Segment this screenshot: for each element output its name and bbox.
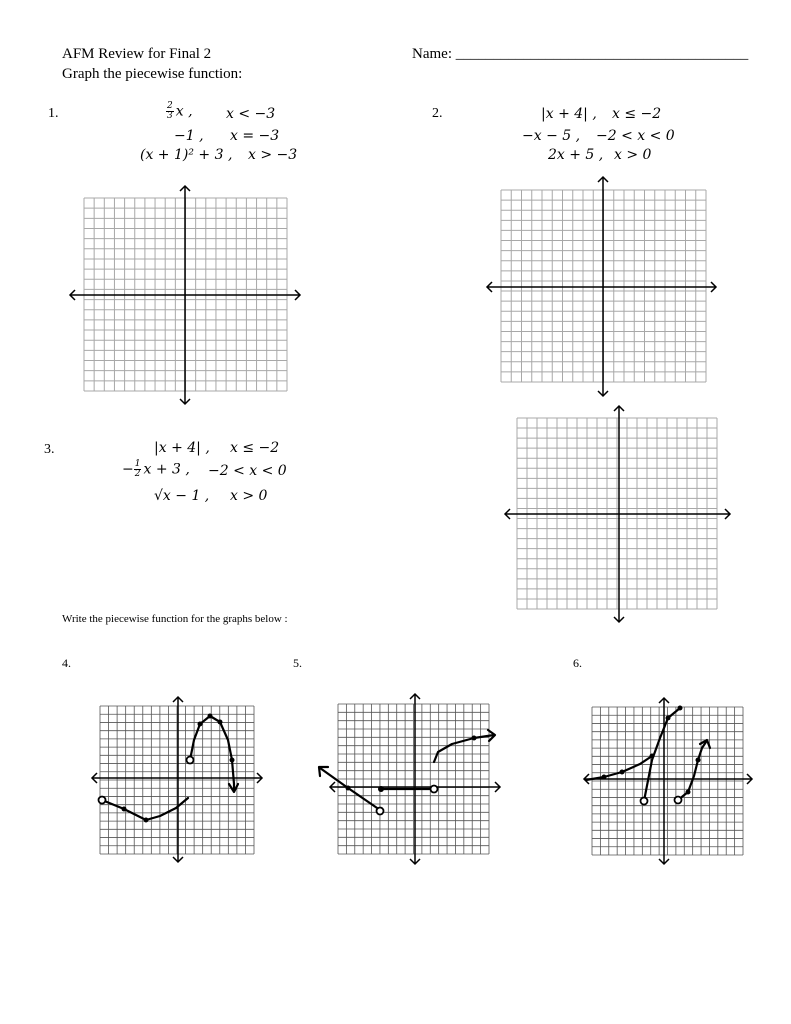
problem-1-cond-1: x < −3: [226, 106, 276, 122]
problem-1-cond-2: x = −3: [230, 128, 280, 144]
graph-4-curve-left: [102, 798, 188, 820]
graph-6-curve-right: [678, 742, 706, 800]
worksheet-title: AFM Review for Final 2: [62, 46, 212, 62]
graph-6-line: [644, 708, 680, 801]
graph-4-curve-right: [190, 716, 234, 790]
fraction: $\frac{2}{3}$: [167, 101, 173, 121]
problem-3-number: 3.: [44, 442, 55, 457]
graph-6-label: 6.: [573, 656, 582, 670]
problem-3-cond-1: x ≤ −2: [230, 440, 280, 456]
problem-1-piece-1: $\frac{2}{3}$ x ,: [167, 101, 193, 121]
graph-5-curve: [434, 735, 494, 762]
graph-5-label: 5.: [293, 656, 302, 670]
graph-4-label: 4.: [62, 656, 71, 670]
problem-2-piece-2: −x − 5 ,: [522, 128, 581, 144]
problem-2-number: 2.: [432, 106, 443, 121]
problem-3-cond-3: x > 0: [230, 488, 268, 504]
problem-3-piece-1: |x + 4| ,: [154, 440, 210, 456]
name-label: Name:: [412, 46, 456, 62]
problem-2-cond-2: −2 < x < 0: [596, 128, 675, 144]
instruction-text: Write the piecewise function for the graphs below :: [62, 613, 288, 625]
problem-2-cond-1: x ≤ −2: [612, 106, 662, 122]
problem-2-piece-3: 2x + 5 ,: [548, 147, 604, 163]
name-blank: _______________________________________: [455, 46, 749, 62]
worksheet-subtitle: Graph the piecewise function:: [62, 66, 243, 82]
graph-6-curve-left: [586, 756, 652, 780]
problem-1-cond-3: x > −3: [248, 147, 298, 163]
problem-2-piece-1: |x + 4| ,: [541, 106, 597, 122]
problem-1-number: 1.: [48, 106, 59, 121]
fraction: $\frac{1}{2}$: [134, 459, 141, 479]
problem-1-piece-2: −1 ,: [174, 128, 204, 144]
problem-3-cond-2: −2 < x < 0: [208, 463, 287, 479]
problem-3-piece-2: − $\frac{1}{2}$ x + 3 ,: [122, 459, 190, 479]
problem-2-cond-3: x > 0: [614, 147, 652, 163]
problem-3-piece-3: √x − 1 ,: [154, 488, 210, 504]
problem-1-piece-3: (x + 1)² + 3 ,: [140, 147, 233, 163]
